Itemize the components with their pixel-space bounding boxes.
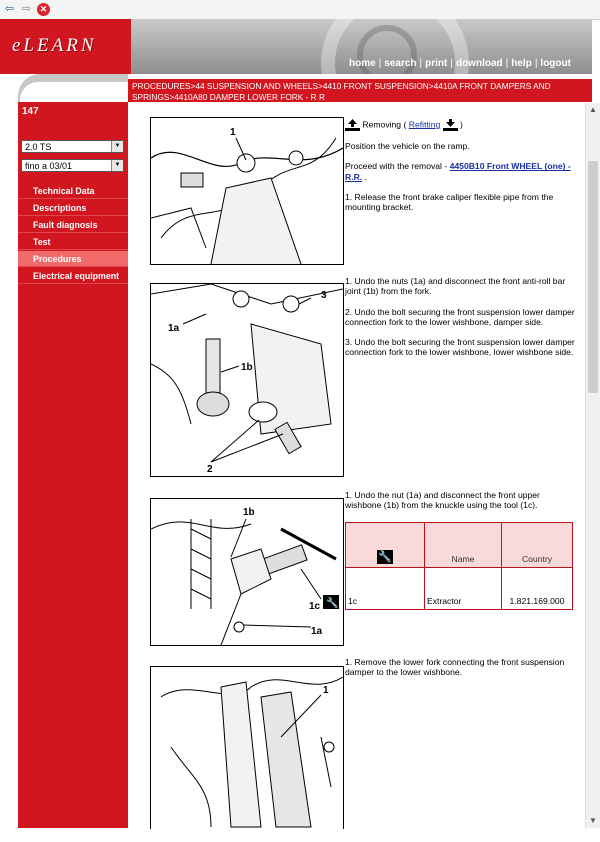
tools-header-country: Country: [502, 523, 573, 568]
fig2-label-1b: 1b: [241, 362, 253, 373]
stop-icon[interactable]: ✕: [37, 3, 50, 16]
wrench-icon: 🔧: [326, 598, 339, 609]
date-select-value: fino a 03/01: [25, 161, 73, 171]
step3-nut-text: 1. Undo the nut (1a) and disconnect the front upper wishbone (1b) from the knuckle using the tool (1c).: [345, 490, 540, 511]
chevron-down-icon[interactable]: ▼: [111, 160, 123, 171]
scroll-thumb[interactable]: [588, 161, 598, 393]
front-wheel-removal-link[interactable]: 4450B10 Front WHEEL (one) - R.R.: [345, 161, 571, 182]
step2-bolt-wishbone-text: 3. Undo the bolt securing the front suspension lower damper connection fork to the lower wishbone, lower wishbone side.: [345, 337, 575, 358]
fig2-label-1a: 1a: [168, 323, 180, 334]
step1-proceed-text: Proceed with the removal -: [345, 161, 450, 172]
figure-antiroll-bar: [150, 283, 344, 477]
engine-select-value: 2.0 TS: [25, 142, 52, 152]
fig3-label-1b: 1b: [243, 507, 255, 518]
tools-header-icon: [346, 523, 425, 568]
engine-select[interactable]: [21, 140, 124, 153]
nav-print[interactable]: print: [425, 58, 448, 69]
removing-icon: [345, 119, 360, 131]
tool-name: Extractor: [425, 568, 502, 610]
step4-text: [345, 657, 577, 688]
figure-brake-pipe: [150, 117, 344, 265]
logo-text: eLEARN: [12, 35, 97, 56]
step2-text: [345, 276, 577, 368]
fig2-label-2: 2: [207, 464, 213, 475]
scroll-down-icon[interactable]: ▼: [589, 816, 597, 825]
removing-close-paren: ): [460, 119, 463, 130]
date-select[interactable]: [21, 159, 124, 172]
step2-bolt-damper-text: 2. Undo the bolt securing the front suspension lower damper connection fork to the lower wishbone, damper side.: [345, 306, 575, 327]
table-row: [346, 568, 573, 610]
step4-remove-text: 1. Remove the lower fork connecting the front suspension damper to the lower wishbone.: [345, 657, 565, 678]
refitting-link[interactable]: Refitting: [408, 119, 441, 130]
browser-toolbar: [0, 0, 600, 20]
sidebar-item-fault-diagnosis[interactable]: Fault diagnosis: [18, 217, 128, 233]
sidebar-item-descriptions[interactable]: Descriptions: [18, 200, 128, 216]
refitting-icon: [443, 119, 458, 131]
top-nav: home | search | print | download | help | logout: [349, 58, 571, 69]
nav-download[interactable]: download: [455, 58, 503, 69]
chevron-down-icon[interactable]: ▼: [111, 141, 123, 152]
wrench-icon: 🔧: [378, 551, 392, 563]
elearn-logo: [3, 22, 127, 71]
sidebar-item-test[interactable]: Test: [18, 234, 128, 250]
fig4-label-1: 1: [323, 685, 329, 696]
back-arrow-icon[interactable]: ⇦: [4, 3, 15, 15]
sidebar-item-technical-data[interactable]: Technical Data: [18, 183, 128, 199]
step2-nuts-text: 1. Undo the nuts (1a) and disconnect the front anti-roll bar joint (1b) from the fork.: [345, 276, 566, 297]
tools-header-name: Name: [425, 523, 502, 568]
fig2-label-3: 3: [321, 290, 327, 301]
app-header: [0, 19, 592, 74]
fig1-label-1: 1: [230, 127, 236, 138]
step1-release-text: 1. Release the front brake caliper flexible pipe from the mounting bracket.: [345, 191, 554, 213]
sidebar-item-electrical-equipment[interactable]: Electrical equipment: [18, 268, 128, 284]
removing-label: Removing (: [362, 119, 407, 130]
fig3-label-1a: 1a: [311, 626, 323, 637]
forward-arrow-icon[interactable]: ⇨: [21, 3, 32, 15]
step3-text: [345, 490, 577, 521]
step1-position-text: Position the vehicle on the ramp.: [345, 141, 470, 151]
scroll-up-icon[interactable]: ▲: [589, 105, 597, 114]
model-title: 147: [22, 106, 39, 117]
sidebar: [18, 102, 128, 828]
tool-ref: 1c: [346, 568, 425, 610]
nav-home[interactable]: home: [349, 58, 376, 69]
step1-text: Removing ( Refitting ) Position the vehicle on the ramp. Proceed with the removal - 4450B10 Front WHEEL (one) - R.R. . 1. Release the front brake caliper flexible pipe from the mounting bracket.: [345, 119, 577, 222]
breadcrumb: PROCEDURES>44 SUSPENSION AND WHEELS>4410 FRONT SUSPENSION>4410A FRONT DAMPERS AND SPRINGS>4410A80 DAMPER LOWER FORK - R R: [128, 79, 592, 102]
nav-help[interactable]: help: [511, 58, 532, 69]
content-scrollbar[interactable]: [585, 103, 600, 828]
sidebar-item-procedures[interactable]: Procedures: [18, 251, 128, 267]
fig3-label-1c: 1c: [309, 601, 321, 612]
nav-search[interactable]: search: [384, 58, 417, 69]
tool-country: 1.821.169.000: [502, 568, 573, 610]
nav-logout[interactable]: logout: [540, 58, 571, 69]
tools-header-row: [346, 523, 573, 568]
figure-lower-fork: [150, 666, 344, 829]
figure-upper-wishbone: [150, 498, 344, 646]
tools-table: [345, 522, 573, 610]
